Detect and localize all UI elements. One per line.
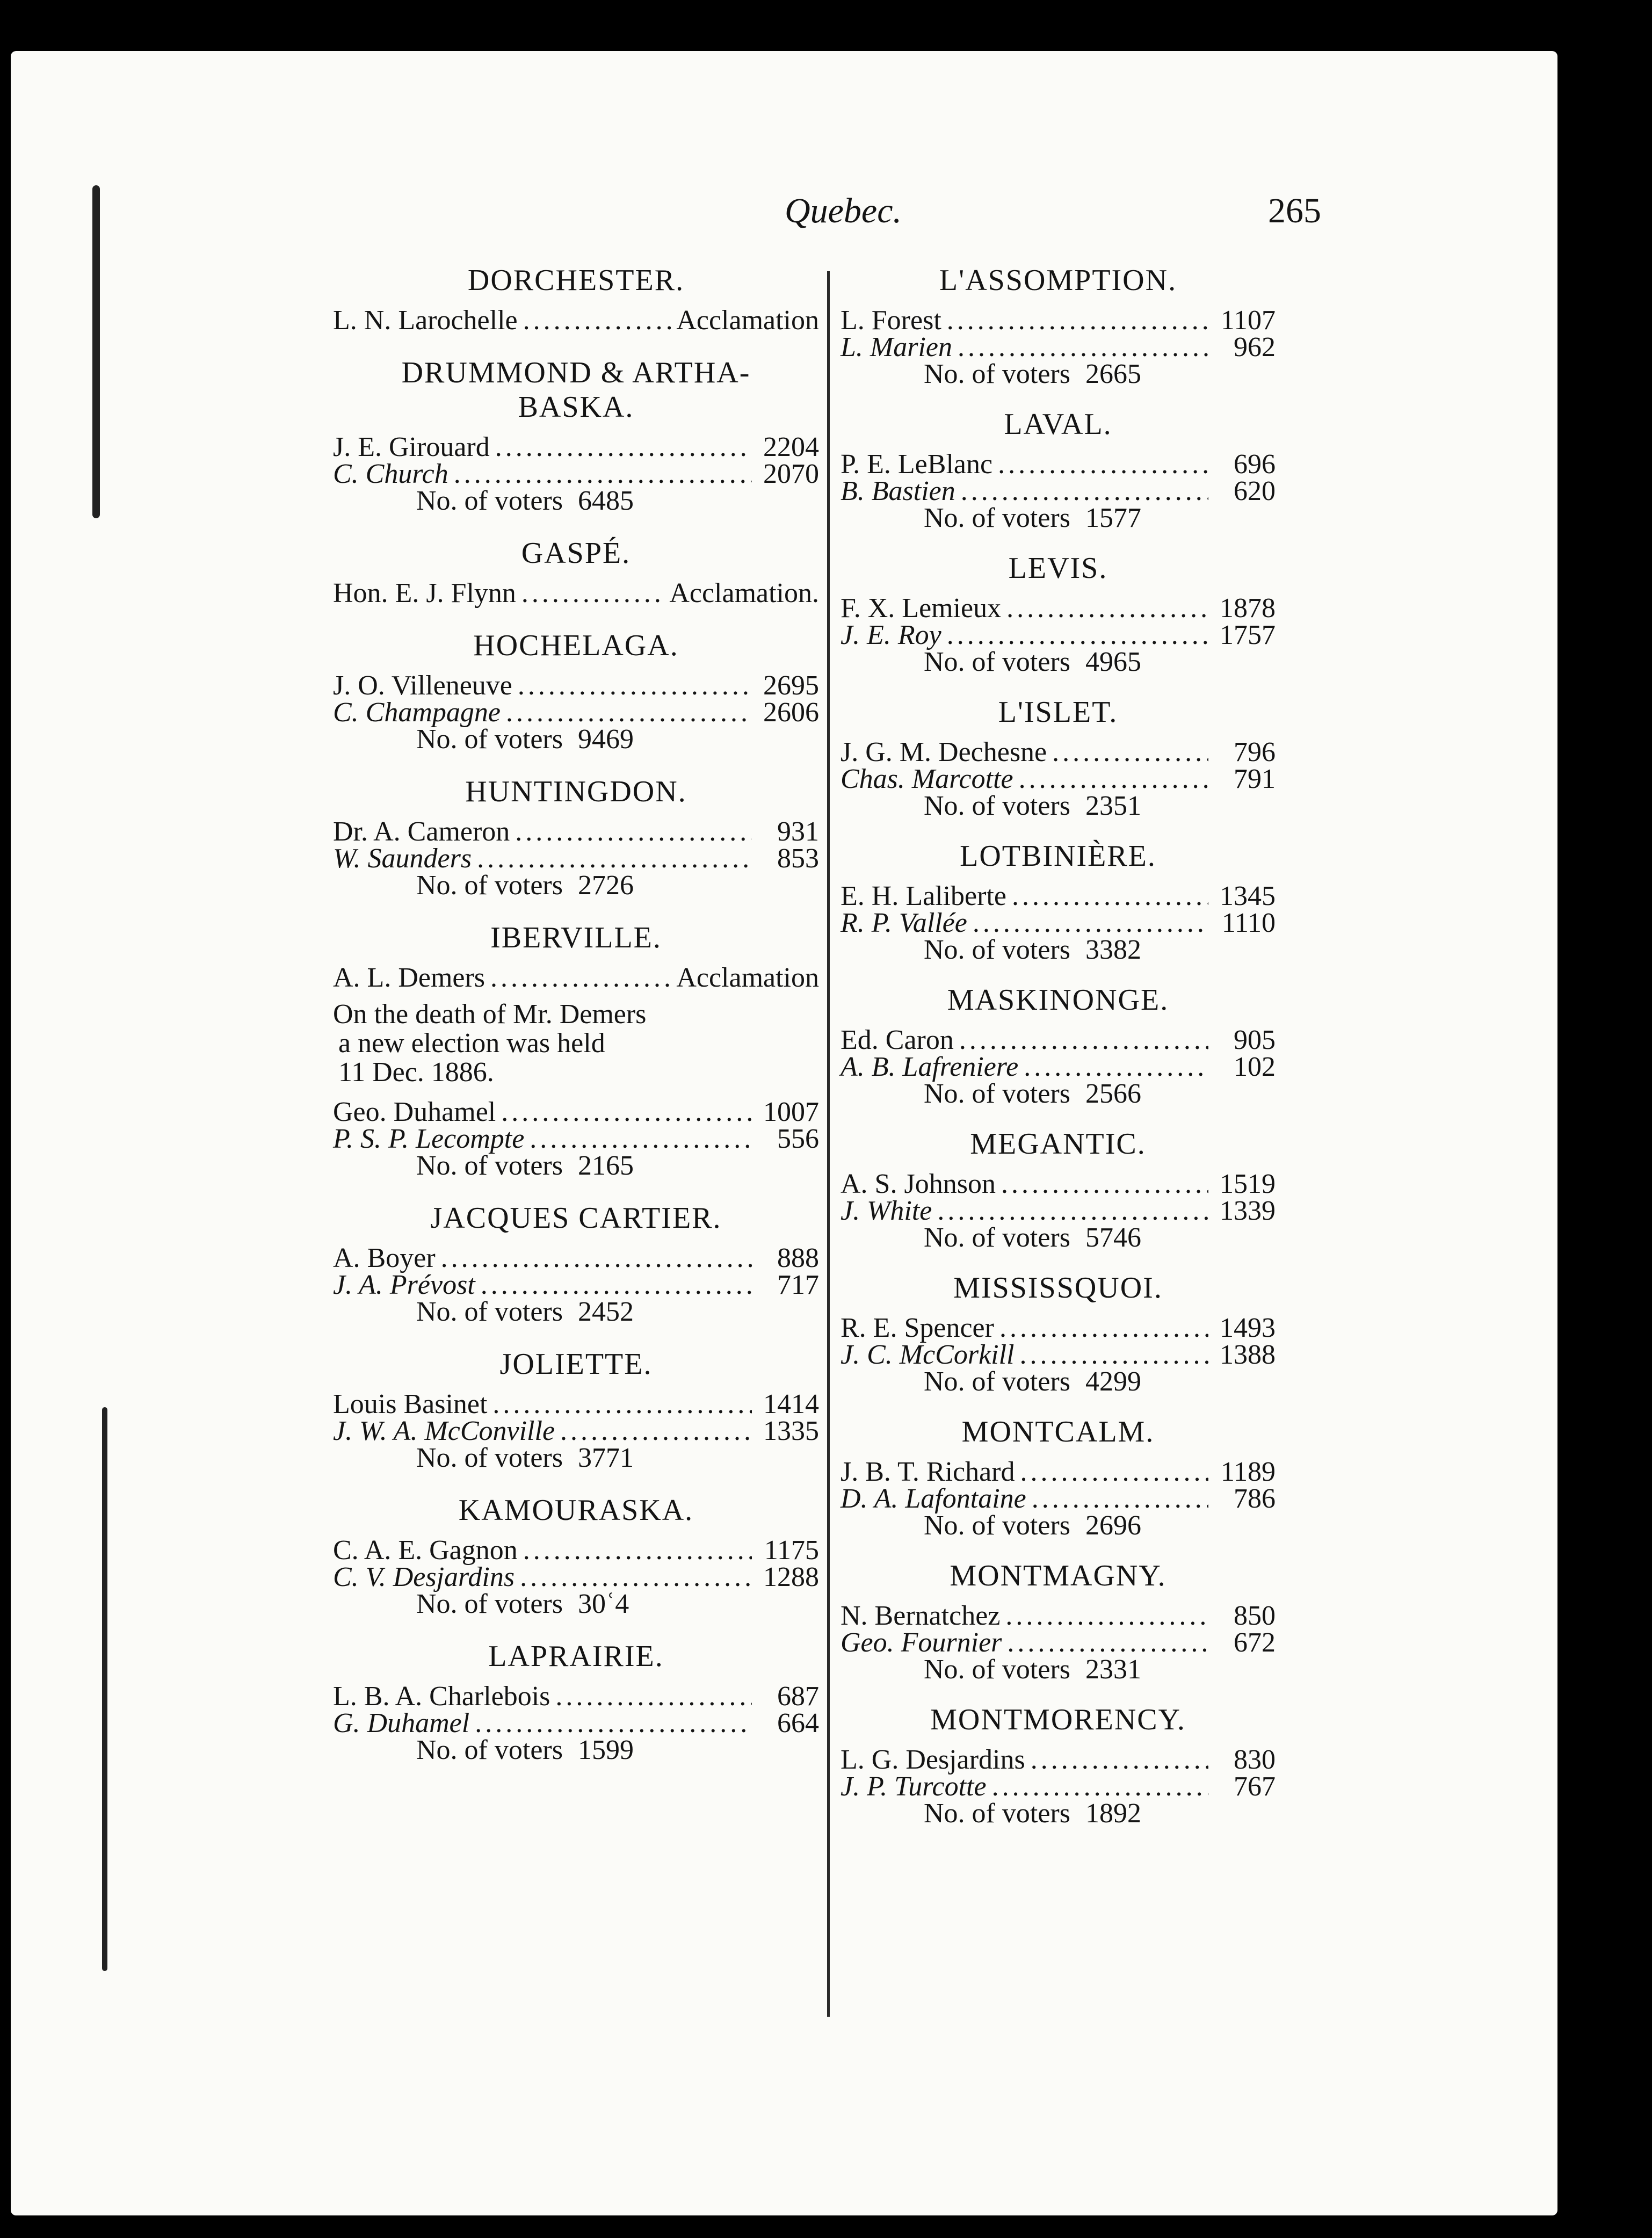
voters-label: No. of voters <box>924 1654 1070 1685</box>
electoral-district <box>841 1559 1276 1683</box>
vote-count: 672 <box>1234 1627 1276 1658</box>
candidate-row <box>841 307 1276 334</box>
district-title: IBERVILLE. <box>490 921 662 954</box>
district-title: MASKINONGE. <box>947 983 1169 1017</box>
candidate-name: J. White <box>841 1196 932 1226</box>
voters-line <box>416 488 819 515</box>
candidate-name: Louis Basinet <box>333 1389 488 1419</box>
candidate-name: B. Bastien <box>841 476 955 506</box>
candidate-name: Geo. Fournier <box>841 1627 1002 1658</box>
leader-dots <box>523 1537 752 1564</box>
vote-count: 1414 <box>763 1389 819 1419</box>
voters-line <box>924 1512 1276 1539</box>
vote-count: 888 <box>777 1243 819 1273</box>
vote-count: 931 <box>777 816 819 847</box>
voters-label: No. of voters <box>924 359 1070 389</box>
voters-count: 6485 <box>577 486 634 516</box>
electoral-district <box>333 263 819 334</box>
candidate-row <box>333 461 819 488</box>
candidate-name: W. Saunders <box>333 843 472 874</box>
district-title: HOCHELAGA. <box>473 629 679 662</box>
candidate-row <box>841 595 1276 622</box>
candidate-row <box>333 1683 819 1710</box>
candidate-row <box>333 1391 819 1418</box>
candidate-row <box>841 1054 1276 1081</box>
voters-line <box>416 726 819 753</box>
voters-line <box>416 872 819 899</box>
page-header-title: Quebec. <box>784 191 902 230</box>
district-title: LAPRAIRIE. <box>488 1640 664 1673</box>
voters-count: 3771 <box>577 1443 634 1473</box>
candidate-name: G. Duhamel <box>333 1708 470 1739</box>
electoral-district <box>333 1639 819 1764</box>
leader-dots <box>958 334 1208 361</box>
leader-dots <box>973 910 1208 937</box>
district-title: DRUMMOND & ARTHA- <box>401 356 751 389</box>
candidate-name: P. S. P. Lecompte <box>333 1124 525 1154</box>
voters-count: 2452 <box>577 1297 634 1327</box>
voters-count: 1892 <box>1085 1798 1141 1829</box>
candidate-name: F. X. Lemieux <box>841 593 1002 624</box>
voters-line <box>416 1591 819 1618</box>
acclamation-label: Acclamation. <box>669 578 819 609</box>
leader-dots <box>959 1027 1208 1054</box>
vote-count: 1189 <box>1220 1457 1276 1487</box>
candidate-name: L. Forest <box>841 305 941 336</box>
electoral-district <box>841 1703 1276 1827</box>
leader-dots <box>501 1099 752 1126</box>
candidate-row <box>333 699 819 726</box>
voters-line <box>416 1737 819 1764</box>
vote-count: 102 <box>1234 1052 1276 1082</box>
candidate-name: C. Champagne <box>333 697 501 728</box>
candidate-name: C. V. Desjardins <box>333 1562 515 1592</box>
candidate-row <box>333 845 819 872</box>
candidate-row <box>333 1710 819 1737</box>
vote-count: 791 <box>1234 764 1276 794</box>
leader-dots <box>947 307 1208 334</box>
vote-count: 664 <box>777 1708 819 1739</box>
voters-label: No. of voters <box>416 724 563 755</box>
voters-count: 2665 <box>1085 359 1141 389</box>
candidate-row <box>333 1564 819 1591</box>
leader-dots <box>441 1245 752 1272</box>
candidate-row <box>333 1418 819 1445</box>
vote-count: 2695 <box>763 670 819 701</box>
electoral-district <box>841 1271 1276 1395</box>
voters-count: 4965 <box>1085 647 1141 677</box>
candidate-name: J. E. Girouard <box>333 432 490 462</box>
district-title: KAMOURASKA. <box>458 1494 694 1527</box>
voters-count: 4299 <box>1085 1366 1141 1397</box>
voters-count: 2566 <box>1085 1078 1141 1109</box>
candidate-row <box>841 1459 1276 1486</box>
voters-line <box>924 793 1276 820</box>
leader-dots <box>495 434 752 461</box>
vote-count: 1107 <box>1220 305 1276 336</box>
acclamation-label: Acclamation <box>676 305 819 336</box>
electoral-district <box>333 536 819 607</box>
candidate-row <box>841 766 1276 793</box>
leader-dots <box>1020 1342 1208 1368</box>
candidate-name: R. P. Vallée <box>841 908 967 938</box>
leader-dots <box>520 1564 752 1591</box>
column-divider <box>827 271 830 2017</box>
leader-dots <box>518 672 752 699</box>
leader-dots <box>477 845 752 872</box>
voters-label: No. of voters <box>924 935 1070 965</box>
voters-count: 9469 <box>577 724 634 755</box>
district-title: LEVIS. <box>1008 552 1108 585</box>
candidate-row <box>333 1272 819 1299</box>
leader-dots <box>560 1418 752 1445</box>
candidate-name: J. W. A. McConville <box>333 1416 555 1446</box>
acclamation-row <box>333 307 819 334</box>
voters-label: No. of voters <box>924 1366 1070 1397</box>
candidate-row <box>841 739 1276 766</box>
voters-line <box>924 505 1276 532</box>
vote-count: 717 <box>777 1270 819 1300</box>
vote-count: 1878 <box>1220 593 1276 624</box>
candidate-row <box>841 1198 1276 1225</box>
left-column <box>333 263 819 1785</box>
leader-dots <box>506 699 752 726</box>
candidate-name: A. L. Demers <box>333 962 486 993</box>
leader-dots <box>454 461 752 488</box>
candidate-row <box>333 1537 819 1564</box>
electoral-district <box>333 356 819 515</box>
voters-label: No. of voters <box>416 486 563 516</box>
voters-count: 5746 <box>1085 1222 1141 1253</box>
vote-count: 1175 <box>764 1535 819 1566</box>
candidate-name: Ed. Caron <box>841 1025 954 1055</box>
voters-count: 2331 <box>1085 1654 1141 1685</box>
candidate-name: A. B. Lafreniere <box>841 1052 1019 1082</box>
vote-count: 786 <box>1234 1483 1276 1514</box>
leader-dots <box>1005 1603 1208 1629</box>
voters-label: No. of voters <box>924 1222 1070 1253</box>
district-title: HUNTINGDON. <box>465 775 687 808</box>
vote-count: 796 <box>1234 737 1276 767</box>
leader-dots <box>481 1272 752 1299</box>
leader-dots <box>515 819 752 845</box>
voters-line <box>924 1368 1276 1395</box>
vote-count: 1339 <box>1220 1196 1276 1226</box>
voters-line <box>416 1445 819 1472</box>
voters-label: No. of voters <box>416 870 563 901</box>
district-title: MEGANTIC. <box>970 1127 1146 1161</box>
electoral-district <box>841 551 1276 676</box>
leader-dots <box>992 1773 1208 1800</box>
electoral-district <box>841 1127 1276 1251</box>
leader-dots <box>490 965 671 991</box>
note-line: a new election was held <box>338 1028 605 1059</box>
voters-count: 1577 <box>1085 503 1141 533</box>
candidate-name: R. E. Spencer <box>841 1313 994 1343</box>
electoral-district <box>333 1493 819 1618</box>
voters-label: No. of voters <box>416 1443 563 1473</box>
district-title: L'ISLET. <box>998 696 1118 729</box>
electoral-district <box>333 628 819 753</box>
candidate-row <box>841 1027 1276 1054</box>
candidate-row <box>841 622 1276 649</box>
electoral-district <box>333 774 819 899</box>
candidate-name: L. Marien <box>841 332 952 363</box>
candidate-name: J. G. M. Dechesne <box>841 737 1047 767</box>
voters-label: No. of voters <box>416 1297 563 1327</box>
candidate-name: L. N. Larochelle <box>333 305 518 336</box>
electoral-district <box>841 407 1276 532</box>
voters-count: 30ʿ4 <box>577 1589 629 1619</box>
candidate-name: P. E. LeBlanc <box>841 449 993 480</box>
acclamation-row <box>333 580 819 607</box>
candidate-row <box>333 1245 819 1272</box>
voters-line <box>924 1656 1276 1683</box>
district-title: LAVAL. <box>1004 408 1112 441</box>
voters-count: 2696 <box>1085 1510 1141 1541</box>
leader-dots <box>1024 1054 1208 1081</box>
binding-mark <box>102 1407 107 1971</box>
candidate-row <box>333 816 819 847</box>
candidate-name: L. B. A. Charlebois <box>333 1681 550 1712</box>
electoral-district <box>333 1347 819 1472</box>
voters-line <box>924 1222 1276 1253</box>
voters-label: No. of voters <box>924 1798 1070 1829</box>
candidate-name: J. E. Roy <box>841 620 941 650</box>
district-title: L'ASSOMPTION. <box>939 264 1177 297</box>
voters-line <box>924 937 1276 964</box>
right-column <box>841 263 1276 1846</box>
leader-dots <box>947 622 1208 649</box>
candidate-row <box>841 334 1276 361</box>
electoral-district <box>841 1415 1276 1539</box>
candidate-row <box>841 451 1276 478</box>
district-title: MONTCALM. <box>961 1415 1155 1448</box>
candidate-row <box>841 1629 1276 1656</box>
vote-count: 1493 <box>1220 1313 1276 1343</box>
district-title: MONTMORENCY. <box>930 1703 1186 1736</box>
district-title: JOLIETTE. <box>499 1348 653 1381</box>
leader-dots <box>1012 883 1208 910</box>
candidate-name: E. H. Laliberte <box>841 881 1006 911</box>
candidate-name: N. Bernatchez <box>841 1600 1001 1631</box>
candidate-name: A. S. Johnson <box>841 1169 996 1199</box>
candidate-row <box>841 1600 1276 1631</box>
leader-dots <box>1032 1486 1208 1512</box>
voters-line <box>924 649 1276 676</box>
vote-count: 767 <box>1234 1771 1276 1802</box>
electoral-district <box>841 983 1276 1107</box>
vote-count: 1288 <box>763 1562 819 1592</box>
candidate-name: Chas. Marcotte <box>841 764 1013 794</box>
voters-label: No. of voters <box>924 503 1070 533</box>
election-note <box>333 1000 819 1087</box>
candidate-row <box>841 1773 1276 1800</box>
voters-line <box>924 361 1276 388</box>
leader-dots <box>1020 1459 1209 1486</box>
district-title: DORCHESTER. <box>467 264 685 297</box>
electoral-district <box>333 1201 819 1326</box>
note-line: 11 Dec. 1886. <box>338 1057 494 1088</box>
candidate-name: C. Church <box>333 459 448 489</box>
voters-label: No. of voters <box>924 647 1070 677</box>
vote-count: 1519 <box>1220 1169 1276 1199</box>
voters-line <box>924 1078 1276 1109</box>
acclamation-row <box>333 962 819 993</box>
candidate-name: J. C. McCorkill <box>841 1339 1015 1370</box>
candidate-row <box>841 1744 1276 1775</box>
candidate-name: C. A. E. Gagnon <box>333 1535 518 1566</box>
vote-count: 696 <box>1234 449 1276 480</box>
leader-dots <box>521 580 664 607</box>
electoral-district <box>841 263 1276 388</box>
district-title: JACQUES CARTIER. <box>430 1201 722 1235</box>
leader-dots <box>999 1315 1208 1342</box>
leader-dots <box>1052 739 1208 766</box>
leader-dots <box>998 451 1208 478</box>
vote-count: 1757 <box>1220 620 1276 650</box>
vote-count: 2606 <box>763 697 819 728</box>
candidate-row <box>333 434 819 461</box>
vote-count: 830 <box>1234 1744 1276 1775</box>
voters-label: No. of voters <box>416 1735 563 1765</box>
electoral-district <box>841 695 1276 820</box>
voters-count: 2165 <box>577 1150 634 1181</box>
leader-dots <box>555 1683 752 1710</box>
candidate-name: J. O. Villeneuve <box>333 670 512 701</box>
district-title: MISSISSQUOI. <box>953 1271 1163 1305</box>
vote-count: 2070 <box>763 459 819 489</box>
district-title: LOTBINIÈRE. <box>960 839 1156 873</box>
candidate-row <box>841 478 1276 505</box>
candidate-name: J. P. Turcotte <box>841 1771 987 1802</box>
leader-dots <box>961 478 1208 505</box>
district-title: BASKA. <box>518 390 634 424</box>
vote-count: 2204 <box>763 432 819 462</box>
leader-dots <box>523 307 671 334</box>
candidate-name: Dr. A. Cameron <box>333 816 510 847</box>
leader-dots <box>1019 766 1208 793</box>
candidate-name: D. A. Lafontaine <box>841 1483 1026 1514</box>
leader-dots <box>492 1391 752 1418</box>
candidate-name: Hon. E. J. Flynn <box>333 578 516 609</box>
note-line: On the death of Mr. Demers <box>333 999 647 1030</box>
vote-count: 1388 <box>1220 1339 1276 1370</box>
candidate-name: J. A. Prévost <box>333 1270 475 1300</box>
vote-count: 620 <box>1234 476 1276 506</box>
voters-label: No. of voters <box>416 1150 563 1181</box>
leader-dots <box>937 1198 1208 1225</box>
vote-count: 1110 <box>1221 908 1276 938</box>
leader-dots <box>530 1126 752 1153</box>
district-title: GASPÉ. <box>521 537 631 570</box>
candidate-row <box>333 672 819 699</box>
candidate-row <box>841 1483 1276 1514</box>
binding-mark <box>92 185 100 518</box>
voters-label: No. of voters <box>924 1510 1070 1541</box>
candidate-row <box>841 910 1276 937</box>
voters-label: No. of voters <box>416 1589 563 1619</box>
vote-count: 850 <box>1234 1600 1276 1631</box>
candidate-name: L. G. Desjardins <box>841 1744 1025 1775</box>
vote-count: 556 <box>777 1124 819 1154</box>
voters-count: 2726 <box>577 870 634 901</box>
candidate-row <box>841 1171 1276 1198</box>
vote-count: 1345 <box>1220 881 1276 911</box>
vote-count: 1007 <box>763 1097 819 1127</box>
vote-count: 962 <box>1234 332 1276 363</box>
vote-count: 1335 <box>763 1416 819 1446</box>
vote-count: 687 <box>777 1681 819 1712</box>
candidate-row <box>841 883 1276 910</box>
candidate-row <box>841 1315 1276 1342</box>
voters-count: 2351 <box>1085 791 1141 821</box>
leader-dots <box>1001 1171 1208 1198</box>
voters-line <box>924 1800 1276 1827</box>
candidate-row <box>333 1126 819 1153</box>
leader-dots <box>1006 595 1208 622</box>
leader-dots <box>1031 1747 1208 1773</box>
voters-label: No. of voters <box>924 791 1070 821</box>
leader-dots <box>475 1710 752 1737</box>
candidate-row <box>333 1099 819 1126</box>
district-title: MONTMAGNY. <box>950 1559 1166 1592</box>
electoral-district <box>333 921 819 1179</box>
page-number: 265 <box>1268 191 1321 230</box>
vote-count: 905 <box>1234 1025 1276 1055</box>
candidate-name: Geo. Duhamel <box>333 1097 496 1127</box>
leader-dots <box>1007 1629 1208 1656</box>
candidate-name: J. B. T. Richard <box>841 1457 1015 1487</box>
voters-count: 1599 <box>577 1735 634 1765</box>
voters-count: 3382 <box>1085 935 1141 965</box>
voters-line <box>416 1299 819 1326</box>
electoral-district <box>841 839 1276 964</box>
candidate-row <box>841 1339 1276 1370</box>
candidate-name: A. Boyer <box>333 1243 436 1273</box>
vote-count: 853 <box>777 843 819 874</box>
voters-line <box>416 1150 819 1181</box>
acclamation-label: Acclamation <box>676 962 819 993</box>
voters-label: No. of voters <box>924 1078 1070 1109</box>
